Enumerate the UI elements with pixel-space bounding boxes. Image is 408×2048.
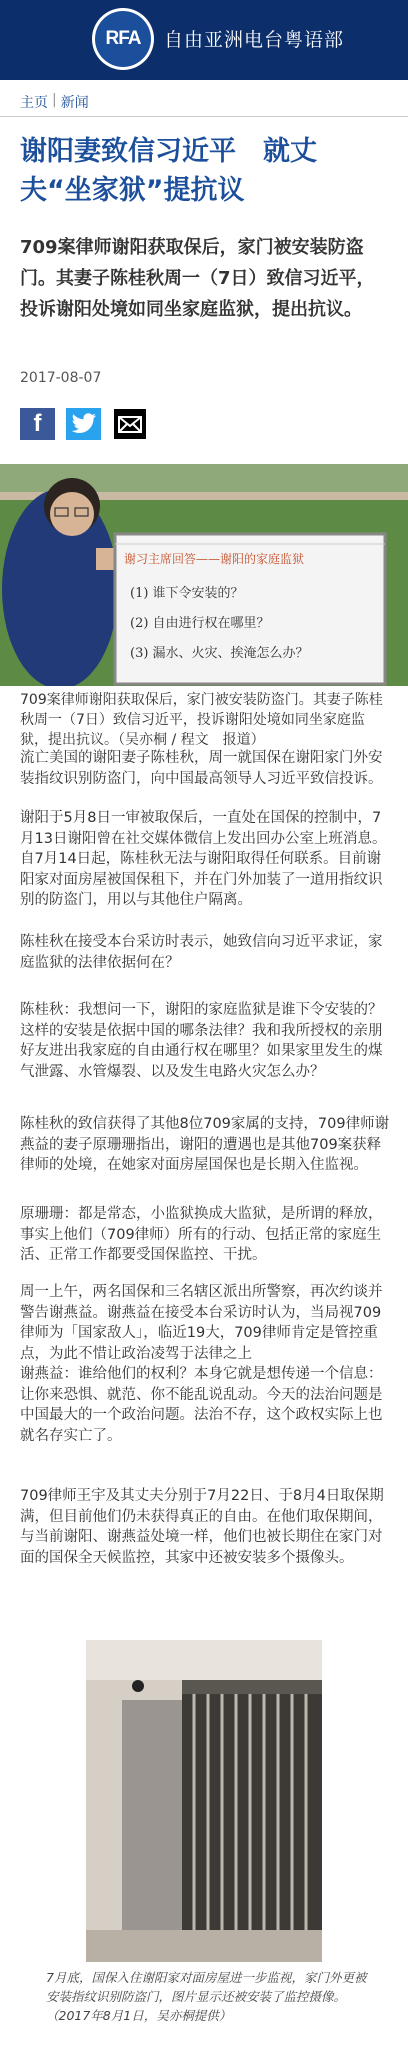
breadcrumb-separator: | [52, 92, 57, 108]
hero-photo [0, 464, 408, 686]
door-photo-caption: 7月底，国保入住谢阳家对面房屋进一步监视，家门外更被安装指纹识别防盗门，图片显示还被安装了监控摄像。（2017年8月1日，吴亦桐提供） [46, 1970, 367, 2023]
article-paragraph: 周一上午，两名国保和三名辖区派出所警察，再次约谈并警告谢燕益。谢燕益在接受本台采访时认为，当局视709律师为「国家敌人」，临近19大，709律师肯定是管控重点，为此不惜让政治凌驾于法律之上 [20, 1284, 383, 1362]
whiteboard-line: (2) 自由进行权在哪里？ [130, 616, 270, 631]
article-lede: 709案律师谢阳获取保后，家门被安装防盗门。其妻子陈桂秋周一（7日）致信习近平，投诉谢阳处境如同坐家庭监狱，提出抗议。 [20, 237, 375, 320]
facebook-icon: f [33, 410, 42, 437]
breadcrumb-news[interactable]: 新闻 [60, 95, 89, 111]
article-paragraph: 流亡美国的谢阳妻子陈桂秋，周一就国保在谢阳家门外安装指纹识别防盗门，向中国最高领导人习近平致信投诉。 [20, 750, 383, 787]
rfa-logo[interactable] [92, 8, 154, 70]
article-date: 2017-08-07 [20, 370, 102, 386]
share-bar [20, 408, 147, 440]
whiteboard-line: (3) 漏水、火灾、挨淹怎么办？ [130, 646, 309, 661]
article-paragraph: 原珊珊：都是常态，小监狱换成大监狱，是所谓的释放，事实上他们（709律师）所有的行动、包括正常的家庭生活、正常工作都要受国保监控、干扰。 [20, 1206, 383, 1263]
hero-caption: 709案律师谢阳获取保后，家门被安装防盗门。其妻子陈桂秋周一（7日）致信习近平，投诉谢阳处境如同坐家庭监狱，提出抗议。（吴亦桐 / 程文 报道） [20, 692, 383, 748]
facebook-share-button[interactable] [20, 408, 55, 440]
email-share-button[interactable] [112, 408, 147, 440]
breadcrumb [20, 92, 89, 112]
rfa-logo-text: RFA [95, 11, 151, 67]
divider [0, 116, 408, 117]
email-icon [113, 408, 147, 440]
article-paragraph: 谢燕益：谁给他们的权利？本身它就是想传递一个信息：让你来恐惧、就范、你不能乱说乱动。今天的法治问题是中国最大的一个政治问题。法治不存，这个政权实际上也就名存实亡了。 [20, 1366, 383, 1444]
article-paragraph: 陈桂秋：我想问一下，谢阳的家庭监狱是谁下令安装的？这样的安装是依据中国的哪条法律？我和我所授权的亲朋好友进出我家庭的自由通行权在哪里？如果家里发生的煤气泄露、水管爆裂、以及发生电路火灾怎么办？ [20, 1002, 383, 1080]
whiteboard-line: 谢习主席回答——谢阳的家庭监狱 [124, 552, 305, 566]
article-paragraph: 709律师王宇及其丈夫分别于7月22日、于8月4日取保期满，但目前他们仍未获得真正的自由。在他们取保期间，与当前谢阳、谢燕益处境一样，他们也被长期住在家门对面的国保全天候监控，其家中还被安装多个摄像头。 [20, 1488, 384, 1566]
door-photo-illustration [86, 1640, 322, 1962]
door-photo [86, 1640, 322, 1962]
article-paragraph: 陈桂秋的致信获得了其他8位709家属的支持，709律师谢燕益的妻子原珊珊指出，谢阳的遭遇也是其他709案获释律师的处境，在她家对面房屋国保也是长期入住监视。 [20, 1116, 390, 1173]
whiteboard-line: (1) 谁下令安装的？ [130, 586, 244, 601]
twitter-share-button[interactable] [66, 408, 101, 440]
breadcrumb-home[interactable]: 主页 [20, 95, 48, 111]
article-title: 谢阳妻致信习近平 就丈夫“坐家狱”提抗议 [20, 136, 317, 206]
twitter-icon [71, 413, 97, 435]
article-paragraph: 谢阳于5月8日一审被取保后，一直处在国保的控制中，7月13日谢阳曾在社交媒体微信上发出回办公室上班消息。自7月14日起，陈桂秋无法与谢阳取得任何联系。目前谢阳家对面房屋被国保租下，并在门外加装了一道用指纹识别的防盗门，用以与其他住户隔离。 [20, 810, 387, 908]
article-paragraph: 陈桂秋在接受本台采访时表示，她致信向习近平求证，家庭监狱的法律依据何在？ [20, 934, 383, 971]
site-name: 自由亚洲电台粤语部 [164, 29, 345, 51]
site-header [0, 0, 408, 80]
